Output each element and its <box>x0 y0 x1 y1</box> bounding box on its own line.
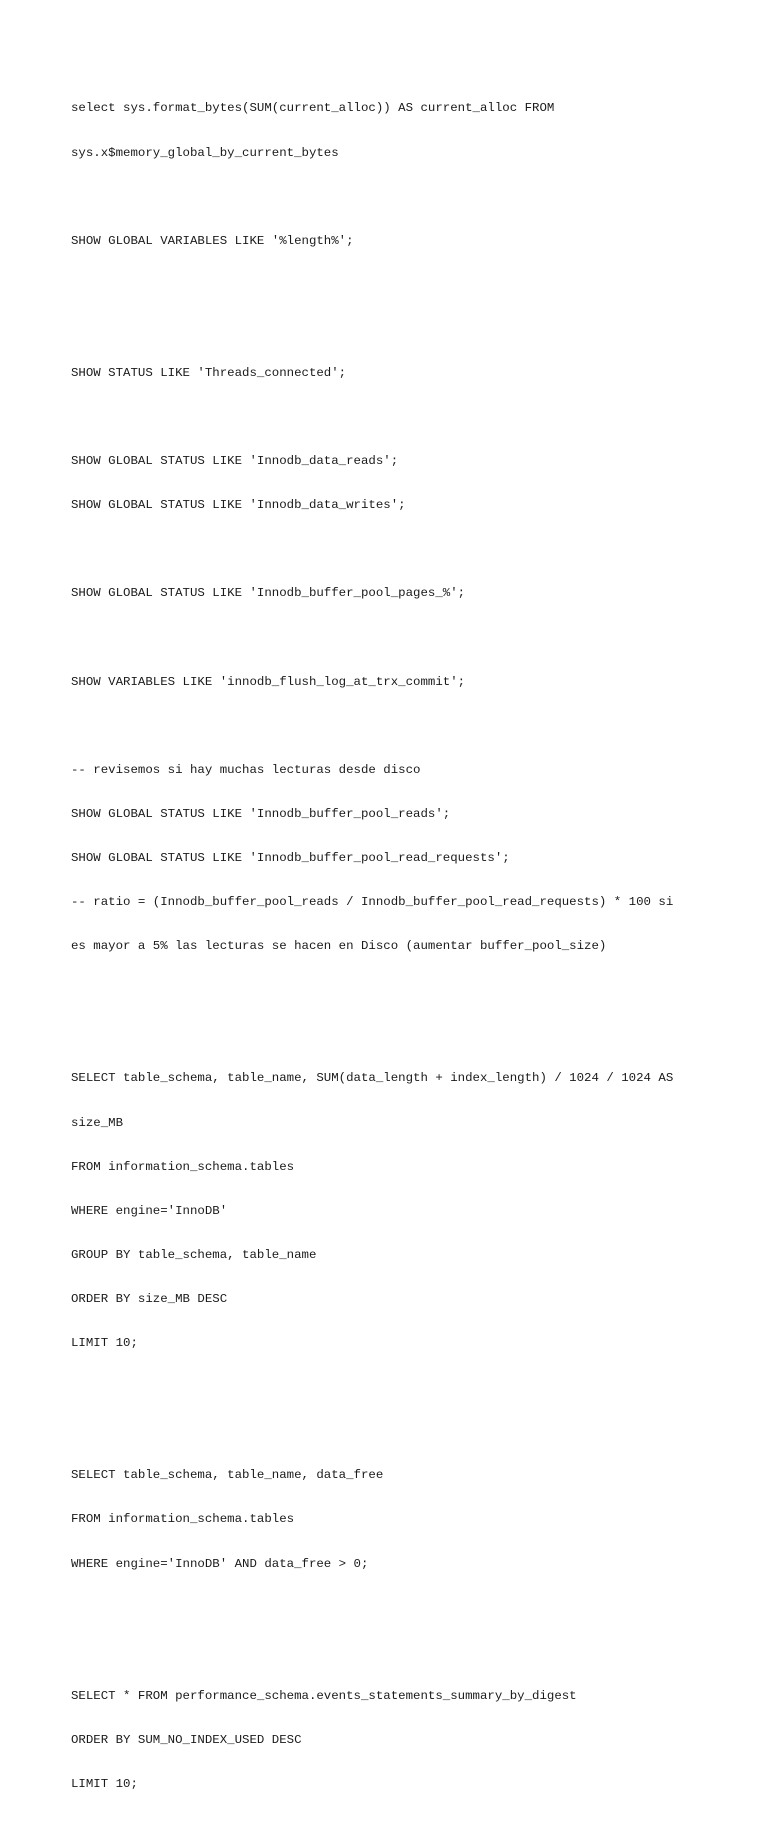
text-line: SHOW GLOBAL STATUS LIKE 'Innodb_data_writes'; <box>71 498 406 513</box>
text-line: SHOW GLOBAL STATUS LIKE 'Innodb_buffer_pool_pages_%'; <box>71 586 466 601</box>
blank-line <box>71 631 691 646</box>
text-line: SELECT table_schema, table_name, SUM(data_length + index_length) / 1024 / 1024 AS <box>71 1071 674 1086</box>
blank-line <box>71 1424 691 1439</box>
text-line: ORDER BY size_MB DESC <box>71 1291 228 1306</box>
text-line: SHOW STATUS LIKE 'Threads_connected'; <box>71 365 347 380</box>
blank-line <box>71 719 691 734</box>
text-line: SHOW GLOBAL STATUS LIKE 'Innodb_data_reads'; <box>71 454 399 469</box>
blank-line <box>71 278 691 293</box>
text-line: GROUP BY table_schema, table_name <box>71 1247 317 1262</box>
text-line: SHOW GLOBAL STATUS LIKE 'Innodb_buffer_pool_reads'; <box>71 806 451 821</box>
blank-line <box>71 983 691 998</box>
blank-line <box>71 322 691 337</box>
blank-line <box>71 190 691 205</box>
blank-line <box>71 1645 691 1660</box>
text-line: select sys.format_bytes(SUM(current_alloc)) AS current_alloc FROM <box>71 101 555 116</box>
text-line: ORDER BY SUM_NO_INDEX_USED DESC <box>71 1732 302 1747</box>
text-line: WHERE engine='InnoDB' <box>71 1203 228 1218</box>
text-line: sys.x$memory_global_by_current_bytes <box>71 145 339 160</box>
sql-text-body <box>71 72 691 1821</box>
text-line: size_MB <box>71 1115 124 1130</box>
blank-line <box>71 410 691 425</box>
text-line: LIMIT 10; <box>71 1776 138 1791</box>
blank-line <box>71 542 691 557</box>
comment-line: -- ratio = (Innodb_buffer_pool_reads / Innodb_buffer_pool_read_requests) * 100 si <box>71 895 674 910</box>
text-line: LIMIT 10; <box>71 1336 138 1351</box>
comment-line: es mayor a 5% las lecturas se hacen en Disco (aumentar buffer_pool_size) <box>71 939 607 954</box>
text-line: SHOW VARIABLES LIKE 'innodb_flush_log_at_trx_commit'; <box>71 674 466 689</box>
text-line: SHOW GLOBAL VARIABLES LIKE '%length%'; <box>71 233 354 248</box>
blank-line <box>71 1380 691 1395</box>
comment-line: -- revisemos si hay muchas lecturas desde disco <box>71 762 421 777</box>
text-line: SELECT table_schema, table_name, data_free <box>71 1468 384 1483</box>
text-line: SELECT * FROM performance_schema.events_statements_summary_by_digest <box>71 1688 577 1703</box>
text-line: FROM information_schema.tables <box>71 1159 295 1174</box>
text-line: FROM information_schema.tables <box>71 1512 295 1527</box>
text-line: SHOW GLOBAL STATUS LIKE 'Innodb_buffer_pool_read_requests'; <box>71 851 510 865</box>
blank-line <box>71 1601 691 1616</box>
text-line: WHERE engine='InnoDB' AND data_free > 0; <box>71 1556 369 1571</box>
blank-line <box>71 1027 691 1042</box>
